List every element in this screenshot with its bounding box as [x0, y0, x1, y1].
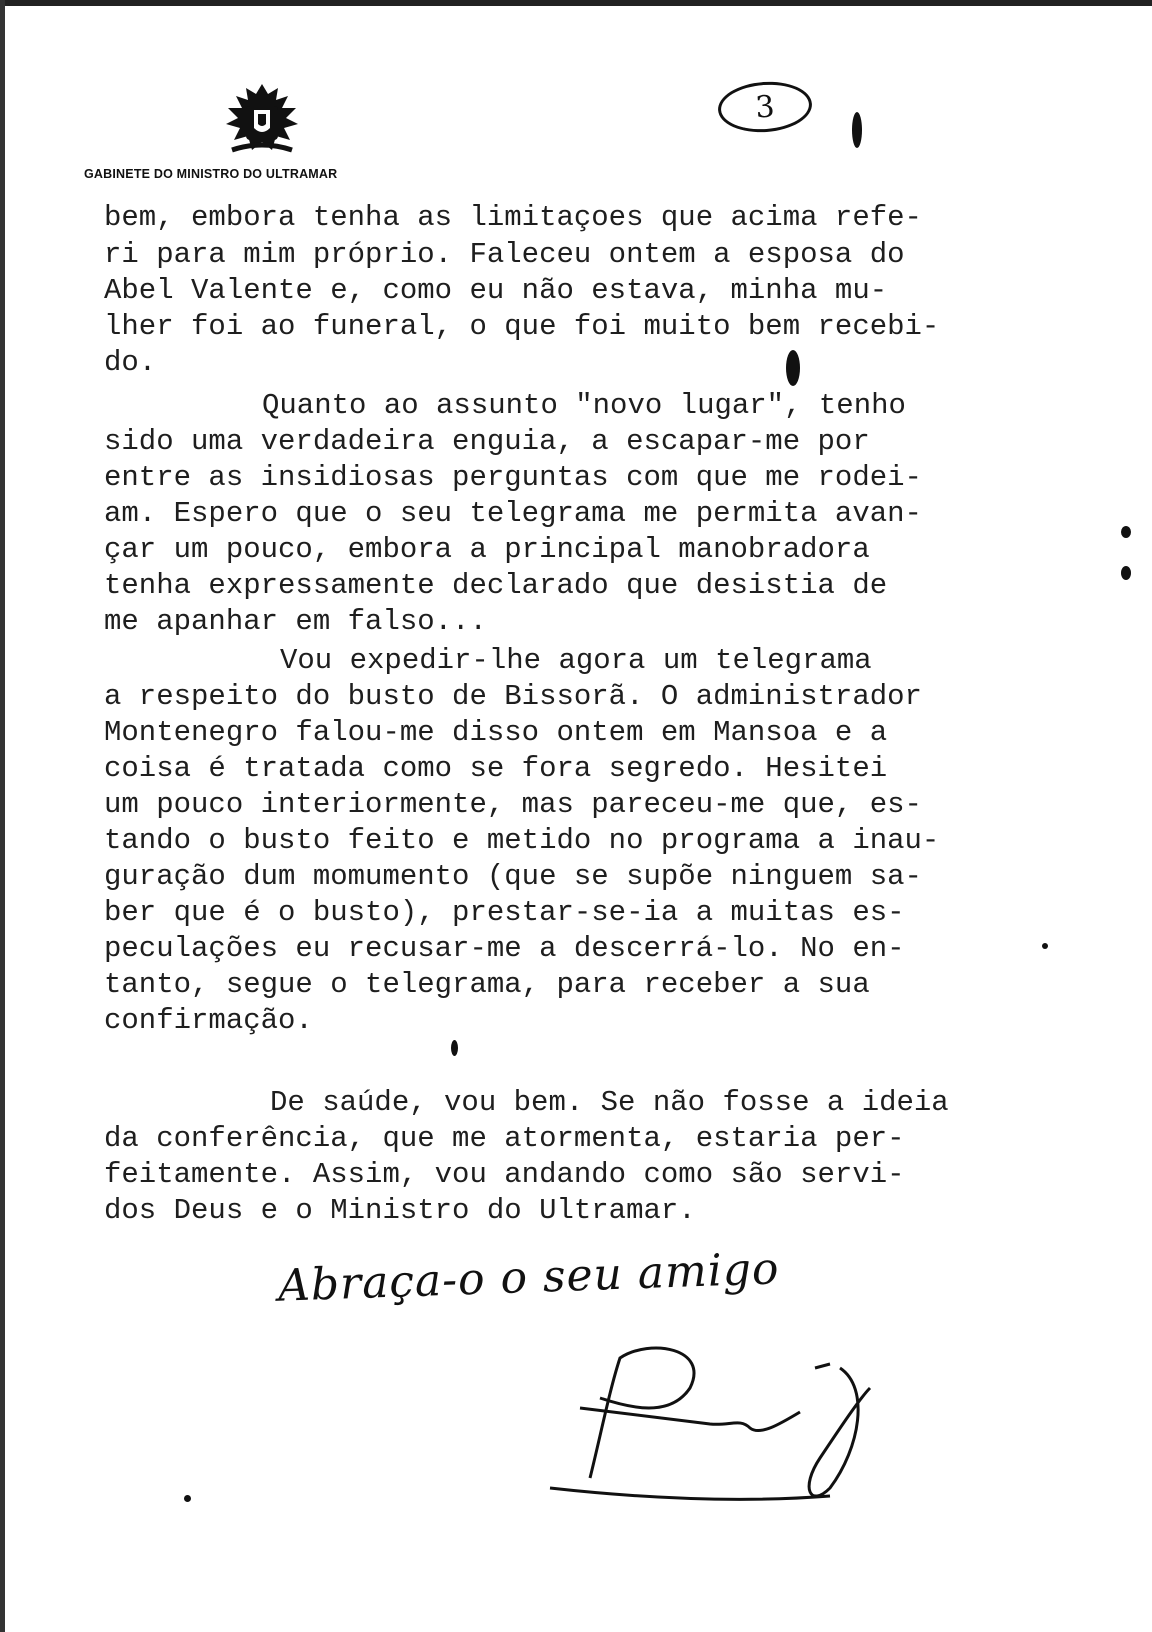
letter-line: am. Espero que o seu telegrama me permita avan-	[104, 497, 922, 530]
letter-line: tenha expressamente declarado que desistia de	[104, 569, 888, 602]
ink-smudge	[786, 350, 800, 386]
coat-of-arms-crest	[212, 80, 312, 160]
letter-line: Montenegro falou-me disso ontem em Mansoa e a	[104, 716, 888, 749]
ink-smudge	[451, 1040, 458, 1056]
ink-smudge	[1121, 566, 1131, 580]
letter-line: coisa é tratada como se fora segredo. Hesitei	[104, 752, 888, 785]
letter-line: çar um pouco, embora a principal manobradora	[104, 533, 870, 566]
letter-line: dos Deus e o Ministro do Ultramar.	[104, 1194, 696, 1227]
letter-line: bem, embora tenha as limitaçoes que acima refe-	[104, 201, 922, 234]
letter-line: Quanto ao assunto "novo lugar", tenho	[262, 389, 906, 422]
letter-line: confirmação.	[104, 1004, 313, 1037]
letter-line: do.	[104, 346, 157, 379]
ink-smudge	[184, 1495, 191, 1502]
letter-line: a respeito do busto de Bissorã. O administrador	[104, 680, 922, 713]
letter-line: De saúde, vou bem. Se não fosse a ideia	[270, 1086, 949, 1119]
letter-line: da conferência, que me atormenta, estaria per-	[104, 1122, 905, 1155]
letter-line: tando o busto feito e metido no programa a inau-	[104, 824, 940, 857]
ink-smudge	[1121, 526, 1131, 538]
handwritten-signature	[540, 1328, 900, 1528]
page-left-edge	[0, 0, 5, 1632]
ink-smudge	[1042, 943, 1048, 949]
page-top-edge	[0, 0, 1152, 6]
ministry-letterhead: GABINETE DO MINISTRO DO ULTRAMAR	[84, 167, 338, 181]
letter-line: Abel Valente e, como eu não estava, minha mu-	[104, 274, 888, 307]
letter-line: lher foi ao funeral, o que foi muito bem recebi-	[104, 310, 940, 343]
letter-line: Vou expedir-lhe agora um telegrama	[280, 644, 872, 677]
letter-line: ri para mim próprio. Faleceu ontem a esposa do	[104, 238, 905, 271]
letter-line: um pouco interiormente, mas pareceu-me que, es-	[104, 788, 922, 821]
letter-line: guração dum momumento (que se supõe ninguem sa-	[104, 860, 922, 893]
letter-line: sido uma verdadeira enguia, a escapar-me por	[104, 425, 870, 458]
page-number: 3	[716, 79, 813, 135]
letter-line: entre as insidiosas perguntas com que me rodei-	[104, 461, 922, 494]
letter-line: ber que é o busto), prestar-se-ia a muitas es-	[104, 896, 905, 929]
letter-line: tanto, segue o telegrama, para receber a sua	[104, 968, 870, 1001]
letter-line: feitamente. Assim, vou andando como são servi-	[104, 1158, 905, 1191]
letter-line: me apanhar em falso...	[104, 605, 487, 638]
ink-smudge	[852, 112, 862, 148]
handwritten-closing: Abraça-o o seu amigo	[277, 1243, 781, 1312]
letter-line: peculações eu recusar-me a descerrá-lo. No en-	[104, 932, 905, 965]
